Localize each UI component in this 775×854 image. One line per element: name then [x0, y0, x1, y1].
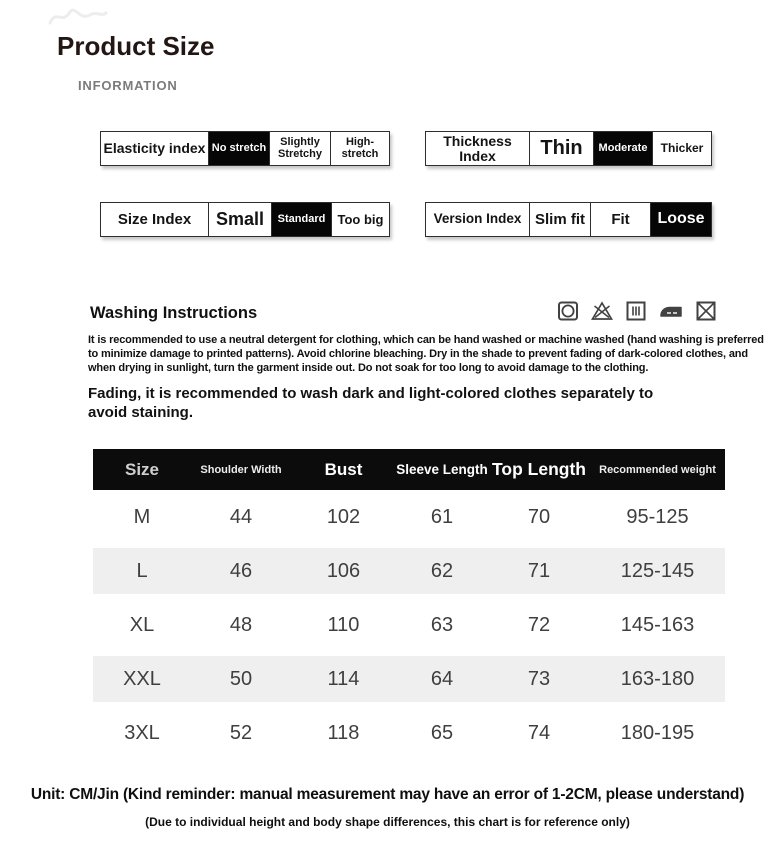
- cell-recommended-weight: 163-180: [620, 667, 695, 690]
- cell-bust: 106: [326, 559, 361, 582]
- cell-bust: 110: [327, 613, 360, 636]
- table-row: [93, 544, 725, 598]
- index-option: Loose: [651, 203, 711, 236]
- cell-size: M: [133, 505, 151, 528]
- cell-recommended-weight: 95-125: [626, 505, 689, 528]
- cell-size: L: [136, 559, 148, 582]
- page-title: Product Size: [57, 31, 215, 61]
- table-row: [93, 652, 725, 706]
- cell-sleeve-length: 63: [430, 613, 454, 636]
- cell-top-length: 73: [527, 667, 551, 690]
- cell-size: XXL: [123, 667, 161, 690]
- column-header-recommended-weight: Recommended weight: [599, 463, 716, 476]
- index-option: Too big: [337, 211, 384, 227]
- cell-recommended-weight: 180-195: [620, 721, 695, 744]
- cell-size: 3XL: [124, 721, 160, 744]
- care-icons-row: [557, 300, 717, 322]
- cell-shoulder-width: 50: [229, 667, 253, 690]
- decorative-squiggle-icon: [46, 3, 110, 29]
- column-header-bust: Bust: [324, 459, 363, 479]
- fading-note: Fading, it is recommended to wash dark and light-colored clothes separately to avoid staining.: [88, 385, 654, 421]
- index-option: Fit: [591, 203, 651, 236]
- table-row: [93, 490, 725, 544]
- cell-sleeve-length: 65: [430, 721, 454, 744]
- cell-recommended-weight: 125-145: [620, 559, 695, 582]
- cell-shoulder-width: 46: [229, 559, 253, 582]
- cell-bust: 102: [326, 505, 361, 528]
- washing-instructions-heading: Washing Instructions: [90, 304, 258, 322]
- column-header-sleeve-length: Sleeve Length: [396, 462, 488, 477]
- size-chart-table: [93, 449, 725, 760]
- reference-note: (Due to individual height and body shape differences, this chart is for reference only): [145, 815, 630, 829]
- cell-size: XL: [129, 613, 155, 636]
- cell-recommended-weight: 145-163: [620, 613, 695, 636]
- cell-bust: 114: [327, 667, 360, 690]
- index-option: Slim fit: [530, 203, 591, 236]
- table-row: [93, 706, 725, 760]
- cell-sleeve-length: 64: [430, 667, 454, 690]
- cell-top-length: 70: [527, 505, 551, 528]
- cell-shoulder-width: 52: [229, 721, 253, 744]
- washing-paragraph: It is recommended to use a neutral detergent for clothing, which can be hand washed or machine washed (hand washing is preferred to minimize damage to printed patterns). Avoid chlorine bleaching. Dry in the shade to prevent fading of dark-colored clothes, and when drying in sunlight, turn the garment inside out. Do not soak for too long to avoid damage to the clothing.: [88, 334, 764, 374]
- page-subtitle: INFORMATION: [78, 78, 178, 93]
- do-not-tumble-dry-icon: [695, 300, 717, 322]
- size-index-table: [100, 202, 390, 237]
- column-header-size: Size: [124, 459, 160, 479]
- index-option: Standard: [272, 203, 332, 236]
- cell-shoulder-width: 44: [229, 505, 253, 528]
- index-option: No stretch: [209, 132, 270, 165]
- table-row: [93, 598, 725, 652]
- index-option: High-stretch: [341, 135, 379, 160]
- column-header-shoulder-width: Shoulder Width: [200, 463, 282, 476]
- cell-top-length: 74: [527, 721, 551, 744]
- thickness-index-label: Thickness Index: [426, 132, 530, 165]
- drip-dry-icon: [625, 300, 647, 322]
- cell-sleeve-length: 62: [430, 559, 454, 582]
- cell-top-length: 72: [527, 613, 551, 636]
- index-option: Slightly Stretchy: [270, 132, 331, 165]
- size-index-label: Size Index: [101, 203, 209, 236]
- version-index-label: Version Index: [426, 203, 530, 236]
- index-option: Moderate: [594, 132, 653, 165]
- size-chart-header-row: [93, 449, 725, 490]
- cell-shoulder-width: 48: [229, 613, 253, 636]
- iron-icon: [658, 300, 684, 322]
- thickness-index-table: [425, 131, 712, 166]
- elasticity-index-label: Elasticity index: [101, 132, 209, 165]
- no-bleach-icon: [590, 300, 614, 322]
- cell-bust: 118: [327, 721, 360, 744]
- cell-top-length: 71: [527, 559, 551, 582]
- index-option: Small: [209, 203, 272, 236]
- elasticity-index-table: [100, 131, 390, 166]
- cell-sleeve-length: 61: [430, 505, 454, 528]
- index-option: Thin: [530, 132, 594, 165]
- column-header-top-length: Top Length: [492, 459, 586, 479]
- machine-wash-icon: [557, 300, 579, 322]
- version-index-table: [425, 202, 712, 237]
- index-option: Thicker: [660, 141, 704, 156]
- unit-note: Unit: CM/Jin (Kind reminder: manual measurement may have an error of 1-2CM, please understand): [30, 786, 745, 803]
